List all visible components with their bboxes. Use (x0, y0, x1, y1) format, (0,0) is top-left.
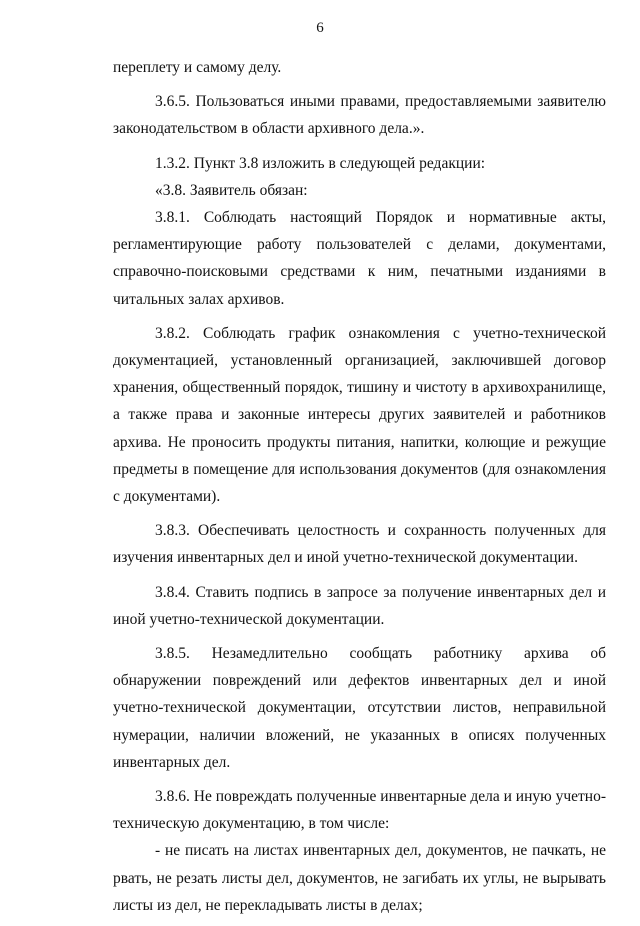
document-body (113, 54, 606, 926)
list-item-do-not-damage: - не писать на листах инвентарных дел, документов, не пачкать, не рвать, не резать листы дел, документов, не загибать их углы, не вырывать листы из дел, не перекладывать листы в делах; (113, 842, 606, 914)
paragraph-continuation: переплету и самому делу. (113, 59, 282, 76)
paragraph-1-3-2: 1.3.2. Пункт 3.8 изложить в следующей редакции: (155, 154, 486, 172)
paragraph-3-8-heading: «3.8. Заявитель обязан: (155, 181, 308, 199)
paragraph-3-8-4: 3.8.4. Ставить подпись в запросе за получение инвентарных дел и иной учетно-технической документации. (113, 583, 606, 628)
page-number: 6 (316, 20, 324, 36)
paragraph-3-8-3: 3.8.3. Обеспечивать целостность и сохранность полученных для изучения инвентарных дел и иной учетно-технической документации. (113, 522, 606, 567)
paragraph-3-8-6: 3.8.6. Не повреждать полученные инвентарные дела и иную учетно-техническую документацию, в том числе: (113, 788, 606, 833)
paragraph-3-8-5: 3.8.5. Незамедлительно сообщать работнику архива об обнаружении повреждений или дефектов инвентарных дел и иной учетно-технической документации, отсутствии листов, неправильной нумерации, наличии вложений, не указанных в описях полученных инвентарных дел. (113, 645, 606, 771)
paragraph-3-6-5: 3.6.5. Пользоваться иными правами, предоставляемыми заявителю законодательством в области архивного дела.». (113, 93, 606, 138)
paragraph-3-8-1: 3.8.1. Соблюдать настоящий Порядок и нормативные акты, регламентирующие работу пользователей с делами, документами, справочно-поисковыми средствами к ним, печатными изданиями в читальных залах архивов. (113, 209, 606, 308)
paragraph-3-8-2: 3.8.2. Соблюдать график ознакомления с учетно-технической документацией, установленный организацией, заключившей договор хранения, общественный порядок, тишину и чистоту в архивохранилище, а также права и законные интересы других заявителей и работников архива. Не проносить продукты питания, напитки, колющие и режущие предметы в помещение для использования документов (для ознакомления с документами). (113, 324, 606, 506)
